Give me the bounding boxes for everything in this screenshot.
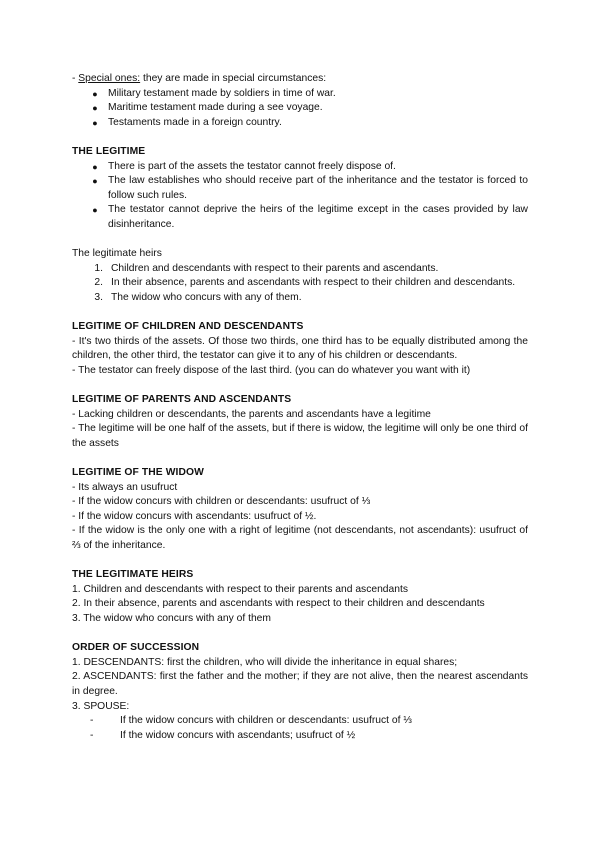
spouse-sublist: [72, 714, 528, 743]
list-item: ● Military testament made by soldiers in time of war.: [72, 87, 528, 102]
paragraph-line: - It's two thirds of the assets. Of those two thirds, one third has to be equally distributed among the children, the other third, the testator can give it to any of his children or descendants.: [72, 335, 528, 362]
list-item: ● Testaments made in a foreign country.: [72, 116, 528, 131]
list-item: 2. In their absence, parents and ascendants with respect to their children and descendants.: [94, 277, 516, 289]
bullet-icon: ●: [92, 205, 98, 216]
heading-succession: ORDER OF SUCCESSION: [72, 642, 200, 654]
heading-legitime: THE LEGITIME: [72, 145, 146, 157]
heading-parents: LEGITIME OF PARENTS AND ASCENDANTS: [72, 394, 292, 406]
special-intro: - Special ones: they are made in special circumstances:: [72, 73, 327, 84]
paragraph-line: 1. DESCENDANTS: first the children, who will divide the inheritance in equal shares;: [72, 656, 458, 668]
paragraph-line: 3. The widow who concurs with any of them: [72, 612, 271, 624]
paragraph-line: - The legitime will be one half of the assets, but if there is widow, the legitime will only be one third of the assets: [72, 423, 528, 449]
legitime-list: [72, 160, 528, 233]
heirs-intro: The legitimate heirs: [72, 248, 162, 260]
paragraph-line: - If the widow is the only one with a right of legitime (not descendants, not ascendants): usufruct of ⅔ of the inheritance.: [72, 525, 528, 551]
bullet-icon: ●: [92, 88, 98, 99]
list-item: - If the widow concurs with ascendants; usufruct of ½: [90, 729, 356, 741]
list-item: ● There is part of the assets the testator cannot freely dispose of.: [72, 160, 528, 175]
list-item: ● The testator cannot deprive the heirs of the legitime except in the cases provided by law disinheritance.: [72, 203, 528, 232]
list-item: - If the widow concurs with children or descendants: usufruct of ⅓: [90, 715, 412, 727]
special-list: [72, 87, 528, 131]
paragraph-line: 2. ASCENDANTS: first the father and the mother; if they are not alive, then the nearest ascendants in degree.: [72, 671, 528, 697]
paragraph-line: 1. Children and descendants with respect to their parents and ascendants: [72, 583, 409, 595]
heading-children: LEGITIME OF CHILDREN AND DESCENDANTS: [72, 321, 304, 333]
paragraph-line: - Its always an usufruct: [72, 481, 178, 493]
paragraph-line: - Lacking children or descendants, the parents and ascendants have a legitime: [72, 408, 431, 420]
heading-widow: LEGITIME OF THE WIDOW: [72, 467, 204, 479]
list-item: ● The law establishes who should receive part of the inheritance and the testator is forced to follow such rules.: [72, 174, 528, 203]
heirs-list: [72, 262, 528, 306]
bullet-icon: ●: [92, 176, 98, 187]
heading-legitimate-heirs: THE LEGITIMATE HEIRS: [72, 569, 194, 581]
paragraph-line: 3. SPOUSE:: [72, 700, 130, 712]
list-item: ● Maritime testament made during a see voyage.: [72, 101, 528, 116]
list-item: 3. The widow who concurs with any of them.: [94, 291, 302, 303]
bullet-icon: ●: [92, 103, 98, 114]
paragraph-line: - The testator can freely dispose of the last third. (you can do whatever you want with it): [72, 364, 471, 376]
document-page: [72, 72, 528, 743]
bullet-icon: ●: [92, 161, 98, 172]
paragraph-line: - If the widow concurs with children or descendants: usufruct of ⅓: [72, 496, 371, 508]
paragraph-line: - If the widow concurs with ascendants: usufruct of ½.: [72, 510, 317, 522]
special-term: Special ones:: [78, 73, 141, 84]
bullet-icon: ●: [92, 117, 98, 128]
list-item: 1. Children and descendants with respect to their parents and ascendants.: [94, 262, 439, 274]
paragraph-line: 2. In their absence, parents and ascendants with respect to their children and descendants: [72, 598, 485, 610]
